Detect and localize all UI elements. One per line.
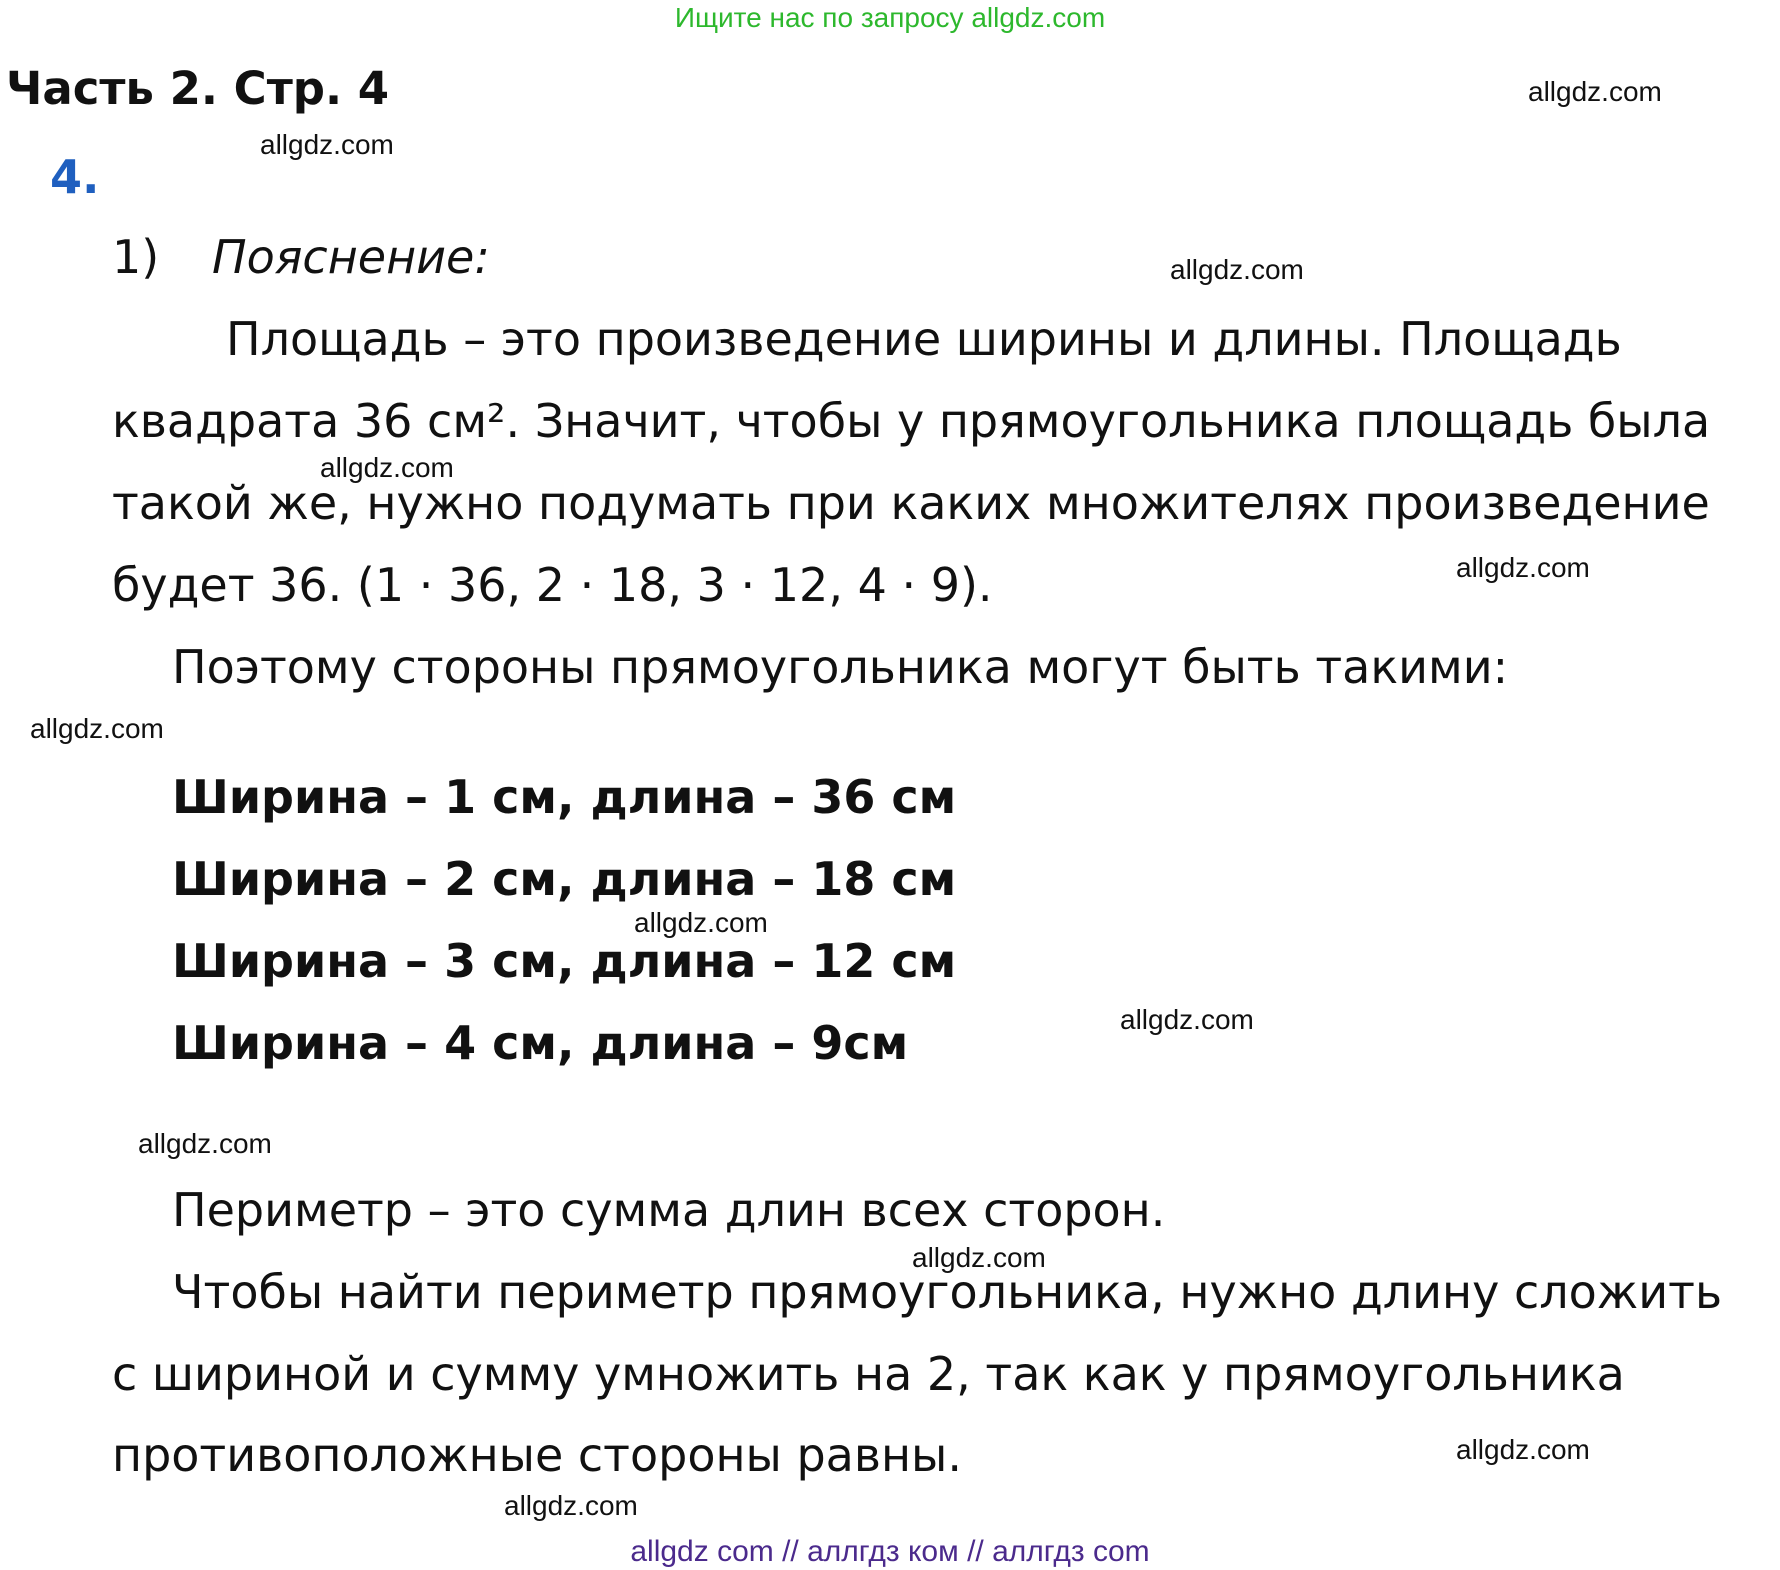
paragraph1-line-3: такой же, нужно подумать при каких множителях произведение xyxy=(112,476,1710,530)
dimension-row-3: Ширина – 3 см, длина – 12 см xyxy=(172,934,957,988)
item-marker: 1) xyxy=(112,230,160,284)
paragraph4-line-3: противоположные стороны равны. xyxy=(112,1428,962,1482)
paragraph3: Периметр – это сумма длин всех сторон. xyxy=(172,1183,1166,1237)
dimension-row-2: Ширина – 2 см, длина – 18 см xyxy=(172,852,957,906)
watermark: allgdz.com xyxy=(1456,1434,1590,1465)
paragraph4-line-2: с шириной и сумму умножить на 2, так как у прямоугольника xyxy=(112,1347,1625,1401)
task-number: 4. xyxy=(50,150,100,204)
top-banner: Ищите нас по запросу allgdz.com xyxy=(674,2,1106,33)
watermark: allgdz.com xyxy=(30,713,164,744)
paragraph1-line-4: будет 36. (1 · 36, 2 · 18, 3 · 12, 4 · 9). xyxy=(112,558,993,612)
paragraph1-line-2: квадрата 36 см². Значит, чтобы у прямоугольника площадь была xyxy=(112,394,1711,448)
paragraph2: Поэтому стороны прямоугольника могут быть такими: xyxy=(172,640,1509,694)
watermark: allgdz.com xyxy=(260,129,394,160)
watermark: allgdz.com xyxy=(1456,552,1590,583)
page-title: Часть 2. Стр. 4 xyxy=(6,62,390,115)
footer-links: allgdz com // аллгдз ком // аллгдз com xyxy=(630,1535,1150,1568)
dimension-row-4: Ширина – 4 см, длина – 9см xyxy=(172,1016,909,1070)
watermark: allgdz.com xyxy=(1528,76,1662,107)
watermark: allgdz.com xyxy=(912,1242,1046,1273)
watermark: allgdz.com xyxy=(634,907,768,938)
paragraph1-line-1: Площадь – это произведение ширины и длины. Площадь xyxy=(226,312,1622,366)
watermark: allgdz.com xyxy=(504,1490,638,1521)
watermark: allgdz.com xyxy=(138,1128,272,1159)
explanation-label: Пояснение: xyxy=(212,230,490,284)
paragraph4-line-1: Чтобы найти периметр прямоугольника, нужно длину сложить xyxy=(172,1265,1723,1319)
watermark: allgdz.com xyxy=(1170,254,1304,285)
watermark: allgdz.com xyxy=(1120,1004,1254,1035)
dimension-row-1: Ширина – 1 см, длина – 36 см xyxy=(172,770,957,824)
watermark: allgdz.com xyxy=(320,452,454,483)
